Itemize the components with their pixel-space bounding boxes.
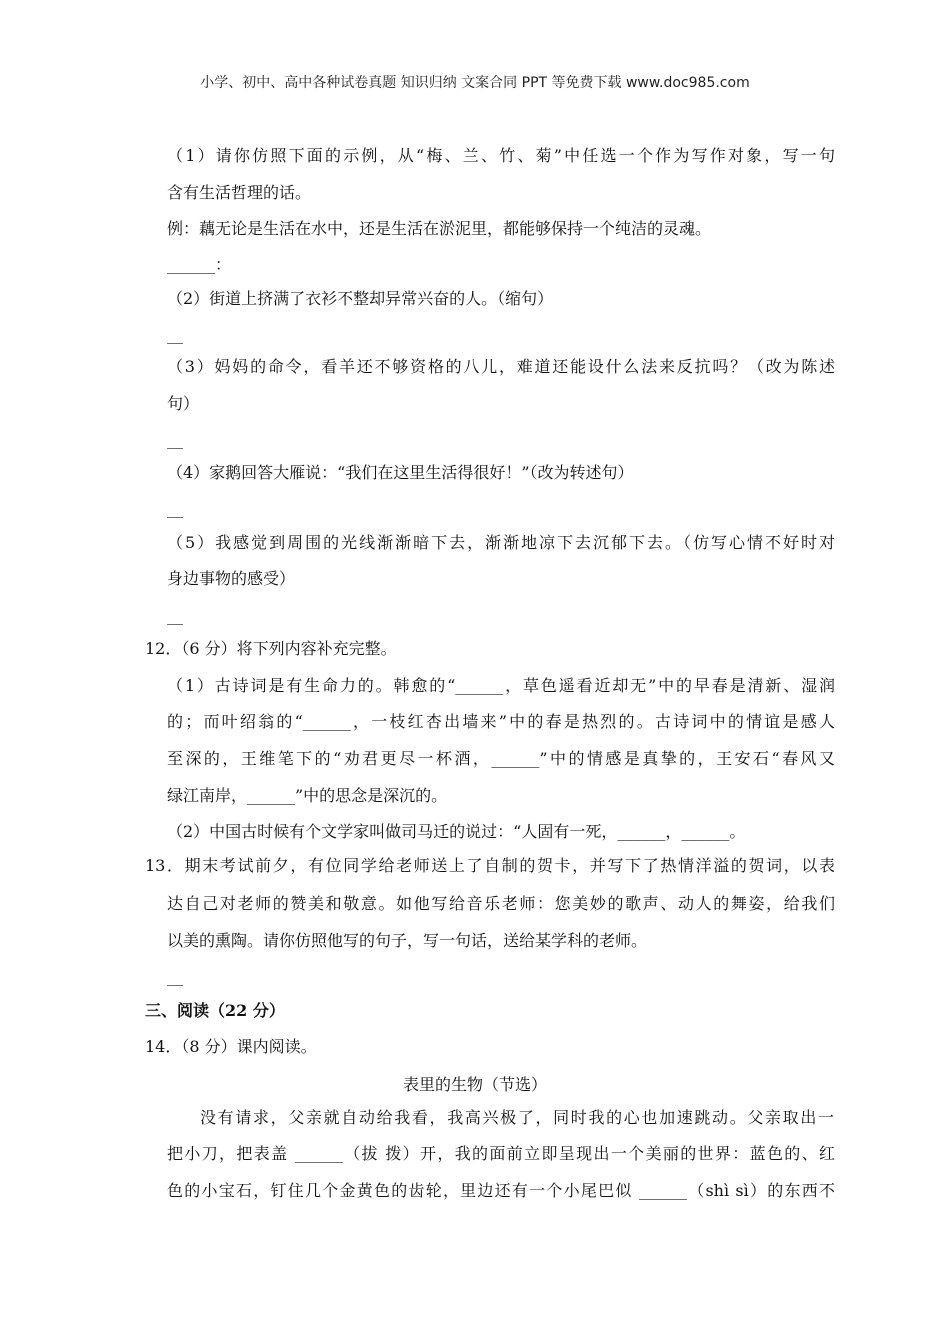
passage-title: 表里的生物（节选） bbox=[402, 1075, 547, 1094]
q11-1-line1: （1）请你仿照下面的示例，从“梅、兰、竹、菊”中任选一个作为写作对象，写一句 bbox=[167, 146, 835, 165]
q12-1-line4: 绿江南岸，______”中的思念是深沉的。 bbox=[167, 786, 448, 805]
q11-3-answer-blank: __ bbox=[167, 430, 183, 449]
page-header: 小学、初中、高中各种试卷真题 知识归纳 文案合同 PPT 等免费下载 www.doc985.com bbox=[200, 75, 750, 91]
q11-1-answer-blank: ______： bbox=[167, 255, 232, 274]
q13-line2: 达自己对老师的赞美和敬意。如他写给音乐老师：您美妙的歌声、动人的舞姿，给我们 bbox=[167, 894, 835, 913]
q12-1-line3: 至深的，王维笔下的“劝君更尽一杯酒，______”中的情感是真挚的，王安石“春风又 bbox=[167, 749, 835, 768]
q14-stem: 14．（8 分）课内阅读。 bbox=[145, 1037, 317, 1056]
q11-4-line: （4）家鹅回答大雁说：“我们在这里生活得很好！”（改为转述句） bbox=[167, 463, 634, 482]
q13-line3: 以美的熏陶。请你仿照他写的句子，写一句话，送给某学科的老师。 bbox=[167, 931, 648, 950]
q11-5-answer-blank: __ bbox=[167, 606, 183, 625]
passage-line1: 没有请求，父亲就自动给我看，我高兴极了，同时我的心也加速跳动。父亲取出一 bbox=[200, 1108, 834, 1127]
q11-1-line2: 含有生活哲理的话。 bbox=[167, 183, 312, 202]
q12-1-line2: 的；而叶绍翁的“______，一枝红杏出墙来”中的春是热烈的。古诗词中的情谊是感人 bbox=[167, 712, 835, 731]
q11-1-example: 例：藕无论是生活在水中，还是生活在淤泥里，都能够保持一个纯洁的灵魂。 bbox=[167, 219, 712, 238]
passage-line2: 把小刀，把表盖 ______（拔 拨）开，我的面前立即呈现出一个美丽的世界：蓝色的、红 bbox=[167, 1144, 835, 1163]
q11-2-answer-blank: __ bbox=[167, 325, 183, 344]
q11-3-line1: （3）妈妈的命令，看羊还不够资格的八儿，难道还能设什么法来反抗吗？（改为陈述 bbox=[167, 357, 835, 376]
q11-5-line1: （5）我感觉到周围的光线渐渐暗下去，渐渐地凉下去沉郁下去。（仿写心情不好时对 bbox=[167, 533, 835, 552]
q13-answer-blank: __ bbox=[167, 967, 183, 986]
passage-line3: 色的小宝石，钉住几个金黄色的齿轮，里边还有一个小尾巴似 ______（shì sì）的东西不 bbox=[167, 1181, 835, 1200]
q12-2-line: （2）中国古时候有个文学家叫做司马迁的说过：“人固有一死，______，______。 bbox=[167, 822, 746, 841]
q11-3-line2: 句） bbox=[167, 394, 200, 413]
q11-5-line2: 身边事物的感受） bbox=[167, 569, 296, 588]
q11-4-answer-blank: __ bbox=[167, 499, 183, 518]
q12-1-line1: （1）古诗词是有生命力的。韩愈的“______，草色遥看近却无”中的早春是清新、湿润 bbox=[167, 676, 835, 695]
q12-stem: 12．（6 分）将下列内容补充完整。 bbox=[145, 639, 397, 658]
section-reading-heading: 三、阅读（22 分） bbox=[145, 1001, 285, 1020]
q11-2-line: （2）街道上挤满了衣衫不整却异常兴奋的人。（缩句） bbox=[167, 289, 554, 308]
q13-line1: 13．期末考试前夕，有位同学给老师送上了自制的贺卡，并写下了热情洋溢的贺词，以表 bbox=[145, 856, 835, 875]
